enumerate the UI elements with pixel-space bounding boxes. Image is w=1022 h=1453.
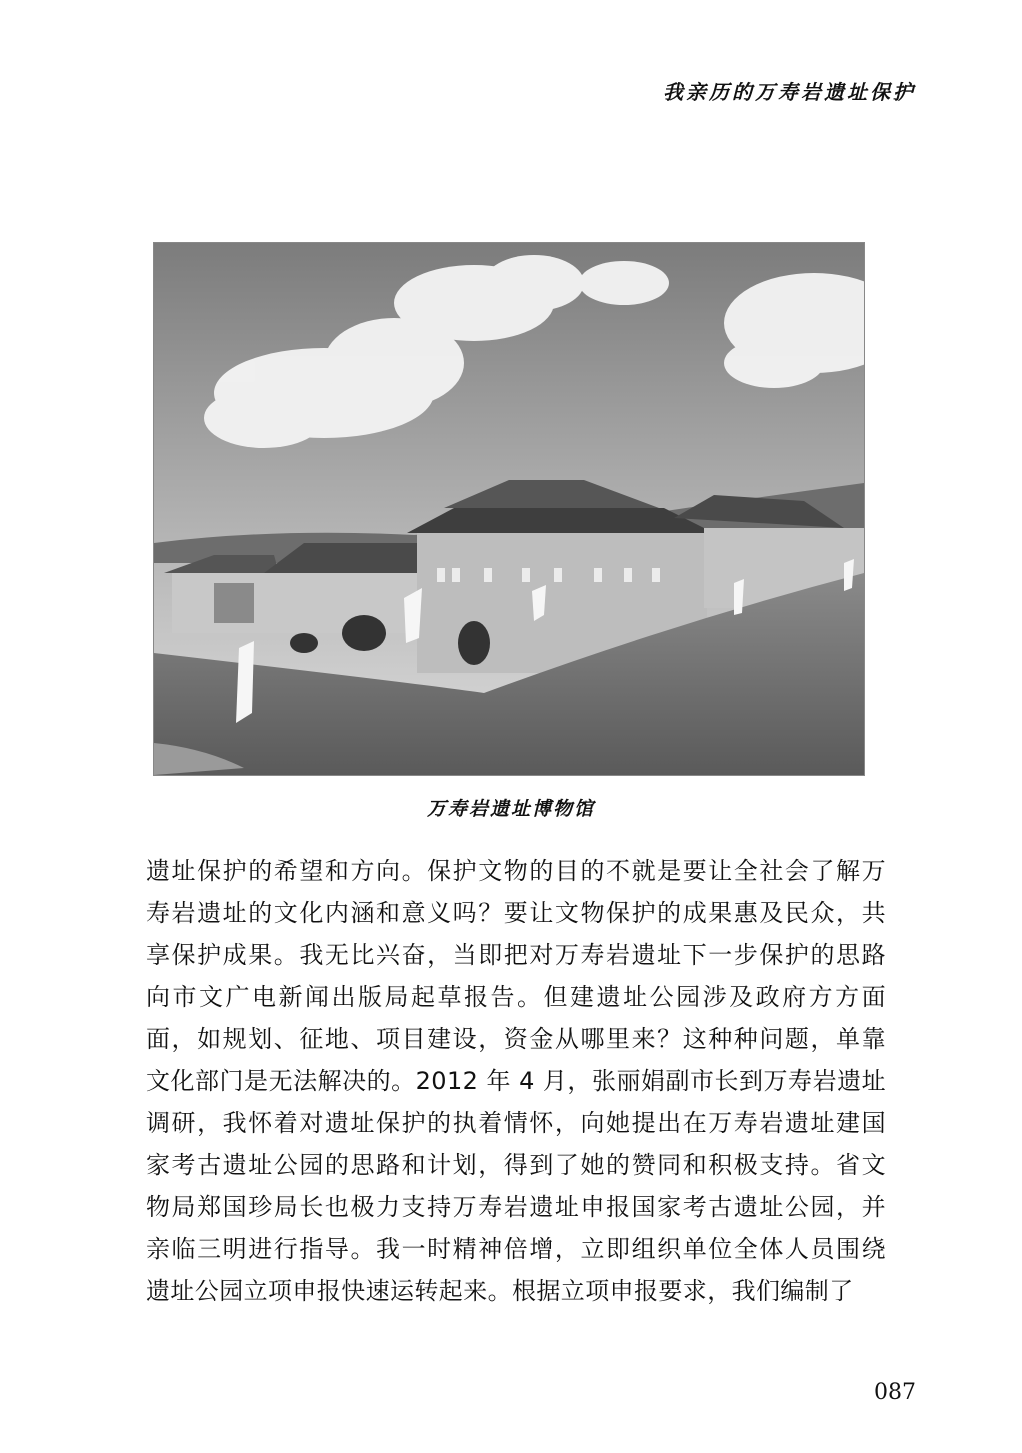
running-header: 我亲历的万寿岩遗址保护 <box>663 80 916 104</box>
text-line: 调研，我怀着对遗址保护的执着情怀，向她提出在万寿岩遗址建国 <box>146 1109 886 1137</box>
text-line: 向市文广电新闻出版局起草报告。但建遗址公园涉及政府方方面 <box>146 983 886 1011</box>
text-line: 寿岩遗址的文化内涵和意义吗？要让文物保护的成果惠及民众，共 <box>146 899 886 927</box>
page-number: 087 <box>874 1380 916 1405</box>
text-line: 面，如规划、征地、项目建设，资金从哪里来？这种种问题，单靠 <box>146 1025 886 1053</box>
body-text <box>146 850 886 1312</box>
museum-photo <box>153 242 865 776</box>
text-line: 遗址保护的希望和方向。保护文物的目的不就是要让全社会了解万 <box>146 857 886 885</box>
text-line: 文化部门是无法解决的。2012 年 4 月，张丽娟副市长到万寿岩遗址 <box>146 1067 886 1095</box>
text-line: 家考古遗址公园的思路和计划，得到了她的赞同和积极支持。省文 <box>146 1151 886 1179</box>
text-line: 遗址公园立项申报快速运转起来。根据立项申报要求，我们编制了 <box>146 1277 854 1305</box>
text-line: 享保护成果。我无比兴奋，当即把对万寿岩遗址下一步保护的思路 <box>146 941 886 969</box>
text-line: 亲临三明进行指导。我一时精神倍增，立即组织单位全体人员围绕 <box>146 1235 886 1263</box>
figure-caption: 万寿岩遗址博物馆 <box>426 798 595 820</box>
text-line: 物局郑国珍局长也极力支持万寿岩遗址申报国家考古遗址公园，并 <box>146 1193 886 1221</box>
